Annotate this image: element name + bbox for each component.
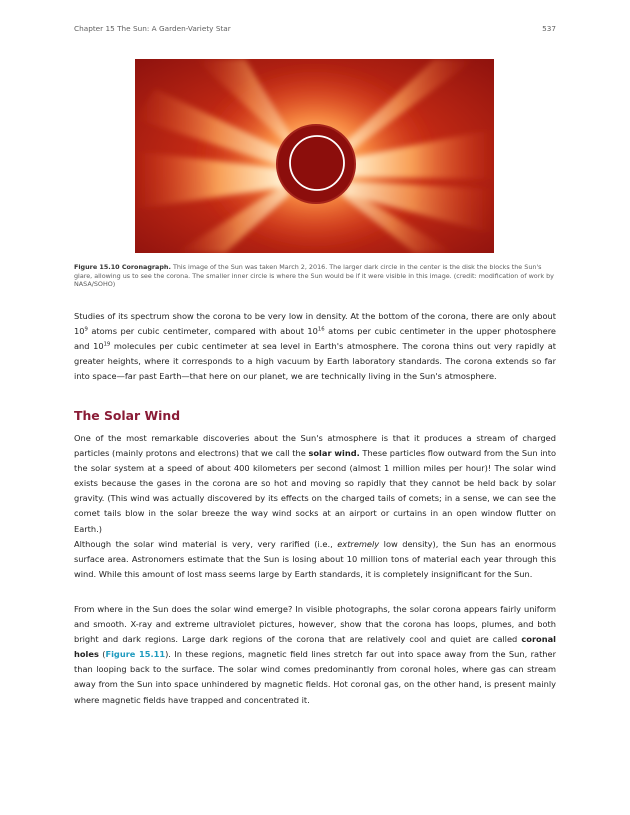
text-run: Although the solar wind material is very, very rarified (i.e., xyxy=(74,539,338,549)
emphasis: extremely xyxy=(337,539,380,549)
text-run: atoms per cubic centimeter in the upper photosphere and 10 xyxy=(74,326,556,352)
key-term: coronal holes xyxy=(74,634,556,660)
paragraph-solar-wind-intro xyxy=(74,431,556,537)
text-run: These particles flow outward from the Sun into the solar system at a speed of about 400 kilometers per second (almost 1 million miles per hour)! The solar wind exists because the gases in the corona are so hot and moving so rapidly that they cannot be held back by solar gravity. (This wind was actually discovered by its effects on the charged tails of comets; in a sense, we can see the comet tails blow in the solar breeze the way wind socks at an airport or curtains in an open window flutter on Earth.) xyxy=(74,448,556,534)
page-number: 537 xyxy=(542,24,556,33)
coronagraph-image xyxy=(135,59,494,253)
superscript: 9 xyxy=(84,326,88,333)
paragraph-corona-density xyxy=(74,309,556,384)
text-run: ). In these regions, magnetic field lines stretch far out into space away from the Sun, rather than looping back to the surface. The solar wind comes predominantly from coronal holes, where gas can stream away from the Sun into space unhindered by magnetic fields. Hot coronal gas, on the other hand, is present mainly where magnetic fields have trapped and concentrated it. xyxy=(74,649,556,705)
chapter-title: Chapter 15 The Sun: A Garden-Variety Star xyxy=(74,24,231,33)
superscript: 16 xyxy=(317,326,325,333)
text-run: molecules per cubic centimeter at sea level in Earth's atmosphere. The corona thins out very rapidly at greater heights, where it corresponds to a high vacuum by Earth laboratory standards. The corona extends so far into space—far past Earth—that here on our planet, we are technically living in the Sun's atmosphere. xyxy=(74,341,556,382)
figure-caption-text: This image of the Sun was taken March 2, 2016. The larger dark circle in the center is the disk the blocks the Sun's glare, allowing us to see the corona. The smaller inner circle is where the Sun would be if it were visible in this image. (credit: modification of work by NASA/SOHO) xyxy=(74,263,554,289)
text-run: atoms per cubic centimeter, compared with about 10 xyxy=(87,326,318,337)
superscript: 19 xyxy=(103,341,111,348)
text-run: ( xyxy=(98,649,106,660)
text-run: low density), the Sun has an enormous surface area. Astronomers estimate that the Sun is losing about 10 million tons of material each year through this wind. While this amount of lost mass seems large by Earth standards, it is completely insignificant for the Sun. xyxy=(74,539,556,580)
running-header xyxy=(74,24,556,36)
key-term: solar wind. xyxy=(308,448,360,459)
text-run: Studies of its spectrum show the corona to be very low in density. At the bottom of the corona, there are only about 10 xyxy=(74,311,556,337)
paragraph-mass-loss xyxy=(74,537,556,582)
section-heading: The Solar Wind xyxy=(74,408,181,423)
figure-link[interactable]: Figure 15.11 xyxy=(105,649,166,660)
figure-caption xyxy=(74,263,556,289)
text-run: From where in the Sun does the solar wind emerge? In visible photographs, the solar corona appears fairly uniform and smooth. X-ray and extreme ultraviolet pictures, however, show that the corona has loops, plumes, and both bright and dark regions. Large dark regions of the corona that are relatively cool and quiet are called xyxy=(74,604,556,645)
figure-label: Figure 15.10 Coronagraph. xyxy=(74,263,171,271)
text-run: One of the most remarkable discoveries about the Sun's atmosphere is that it produces a stream of charged particles (mainly protons and electrons) that we call the xyxy=(74,433,556,459)
paragraph-coronal-holes xyxy=(74,602,556,708)
